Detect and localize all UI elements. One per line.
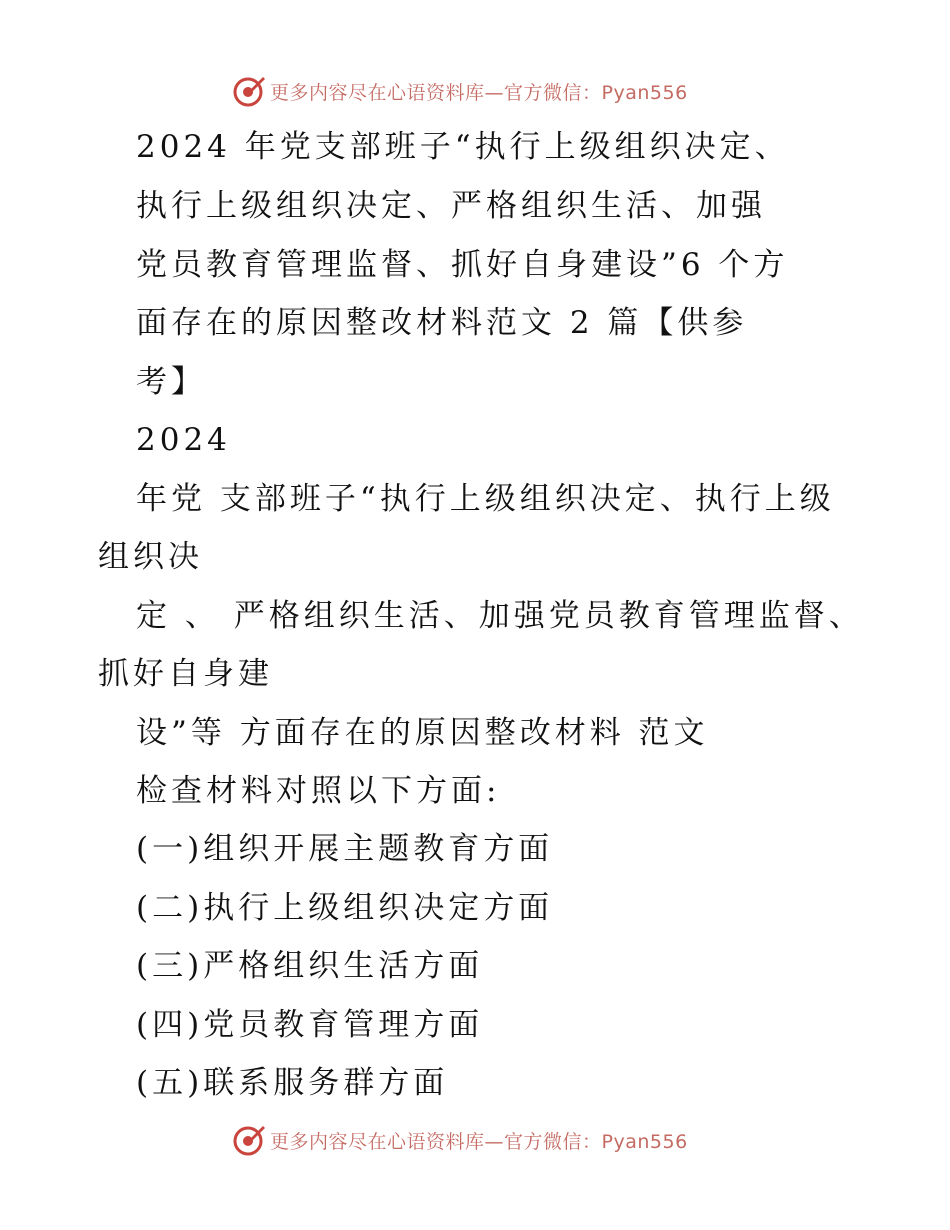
- watermark-footer: [232, 1120, 688, 1160]
- pen-logo-icon: [232, 74, 266, 108]
- list-item: (一)组织开展主题教育方面: [136, 831, 554, 867]
- title-line: 考】: [136, 364, 206, 400]
- watermark-header: [232, 71, 688, 111]
- list-item: (三)严格组织生活方面: [136, 948, 484, 984]
- title-line: 执行上级组织决定、严格组织生活、加强: [136, 188, 766, 224]
- body-line: 年党 支部班子“执行上级组织决定、执行上级: [136, 481, 835, 517]
- body-line: 检查材料对照以下方面:: [136, 773, 501, 809]
- watermark-text: 更多内容尽在心语资料库—官方微信：Pyan556: [270, 1130, 688, 1153]
- title-line: 面存在的原因整改材料范文 2 篇【供参: [136, 305, 748, 341]
- body-line: 定 、 严格组织生活、加强党员教育管理监督、: [136, 598, 864, 634]
- body-line: 抓好自身建: [98, 656, 273, 692]
- title-line: 党员教育管理监督、抓好自身建设”6 个方: [136, 247, 789, 283]
- title-line: 2024 年党支部班子“执行上级组织决定、: [136, 129, 790, 165]
- pen-logo-icon: [232, 1123, 266, 1157]
- body-line: 组织决: [98, 539, 203, 575]
- watermark-text: 更多内容尽在心语资料库—官方微信：Pyan556: [270, 81, 688, 104]
- list-item: (二)执行上级组织决定方面: [136, 890, 554, 926]
- body-line: 2024: [136, 422, 231, 458]
- list-item: (四)党员教育管理方面: [136, 1007, 484, 1043]
- body-line: 设”等 方面存在的原因整改材料 范文: [136, 715, 709, 751]
- list-item: (五)联系服务群方面: [136, 1065, 449, 1101]
